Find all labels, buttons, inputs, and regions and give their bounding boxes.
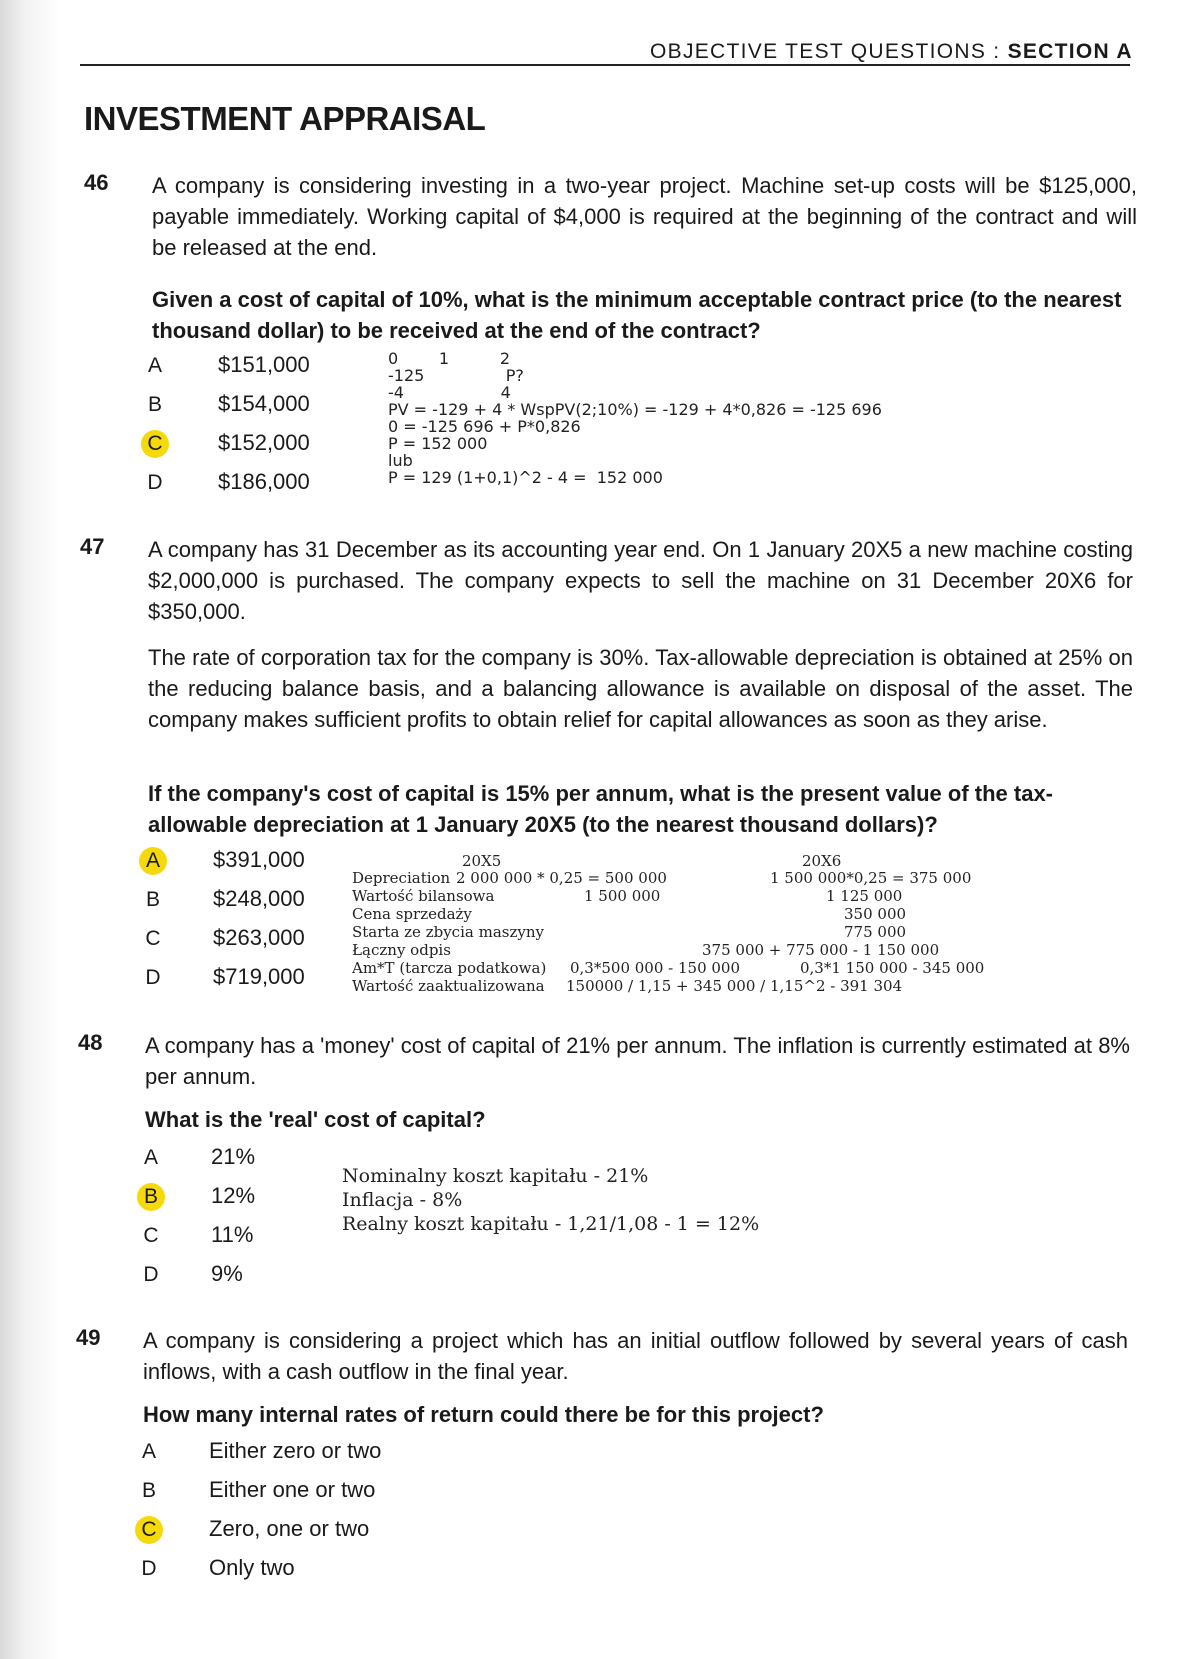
q49-option-a-value: Either zero or two: [209, 1438, 382, 1463]
q48-note-line-3: Realny koszt kapitału - 1,21/1,08 - 1 = 12%: [342, 1213, 760, 1235]
q47-row-loss-label: Starta ze zbycia maszyny: [352, 923, 544, 941]
q48-option-a-letter[interactable]: A: [143, 1146, 158, 1169]
q46-option-a-value: $151,000: [218, 352, 310, 377]
header-right: SECTION A: [1007, 40, 1133, 63]
header-rule: [80, 64, 1130, 66]
q47-row-depreciation-label: Depreciation: [352, 869, 451, 887]
q48-option-d-value: 9%: [211, 1261, 243, 1286]
q48-option-c-letter[interactable]: C: [143, 1224, 159, 1247]
page-header: [650, 40, 1133, 64]
q46-option-d-letter[interactable]: D: [147, 471, 163, 494]
q48-note-line-2: Inflacja - 8%: [342, 1189, 463, 1211]
q47-option-d-value: $719,000: [213, 964, 305, 989]
q46-note-line-1: 0 1 2: [388, 349, 511, 368]
q49-option-d-value: Only two: [209, 1555, 295, 1580]
q47-row-book-value-20x6: 1 125 000: [826, 887, 903, 905]
q49-option-b-value: Either one or two: [209, 1477, 376, 1502]
q47-row-present-value-calc: 150000 / 1,15 + 345 000 / 1,15^2 - 391 304: [566, 977, 903, 995]
question-49-prompt: How many internal rates of return could there be for this project?: [143, 1402, 824, 1427]
q47-col-header-20x5: 20X5: [462, 852, 502, 870]
q47-row-sale-price-label: Cena sprzedaży: [352, 905, 472, 923]
question-48-text: A company has a 'money' cost of capital of 21% per annum. The inflation is currently estimated at 8% per annum.: [145, 1033, 1130, 1089]
q48-option-b-letter-selected[interactable]: B: [137, 1183, 165, 1211]
q49-option-c-value: Zero, one or two: [209, 1516, 370, 1541]
q47-row-loss-20x6: 775 000: [844, 923, 907, 941]
q47-row-tax-shield-label: Am*T (tarcza podatkowa): [352, 959, 547, 977]
q47-row-book-value-20x5: 1 500 000: [584, 887, 661, 905]
q46-note-line-5: 0 = -125 696 + P*0,826: [388, 417, 581, 436]
question-47-prompt: If the company's cost of capital is 15% per annum, what is the present value of the tax-allowable depreciation at 1 January 20X5 (to the nearest thousand dollars)?: [148, 781, 1054, 837]
q49-option-a-letter[interactable]: A: [141, 1440, 156, 1463]
question-47-text-2: The rate of corporation tax for the company is 30%. Tax-allowable depreciation is obtained at 25% on the reducing balance basis, and a balancing allowance is available on disposal of the asset. The company makes sufficient profits to obtain relief for capital allowances as soon as they arise.: [148, 645, 1133, 732]
q47-row-book-value-label: Wartość bilansowa: [352, 887, 495, 905]
q47-option-b-letter[interactable]: B: [145, 888, 160, 911]
q48-option-d-letter[interactable]: D: [143, 1263, 159, 1286]
q48-option-b-value: 12%: [211, 1183, 256, 1208]
q46-note-line-6: P = 152 000: [388, 434, 488, 453]
question-49-text: A company is considering a project which has an initial outflow followed by several years of cash inflows, with a cash outflow in the final year.: [143, 1328, 1128, 1384]
question-46-prompt: Given a cost of capital of 10%, what is the minimum acceptable contract price (to the nearest thousand dollar) to be received at the end of the contract?: [152, 287, 1122, 343]
q47-option-b-value: $248,000: [213, 886, 305, 911]
q46-handwritten-calculation: [388, 350, 882, 520]
q48-option-c-value: 11%: [211, 1222, 254, 1247]
q46-option-b-letter[interactable]: B: [147, 393, 162, 416]
q46-option-b-value: $154,000: [218, 391, 310, 416]
q48-option-a-value: 21%: [211, 1144, 256, 1169]
question-48-prompt: What is the 'real' cost of capital?: [145, 1107, 486, 1132]
q46-option-d-value: $186,000: [218, 469, 310, 494]
question-49-number: 49: [76, 1325, 101, 1350]
q47-option-a-letter-selected[interactable]: A: [139, 847, 167, 875]
q47-col-header-20x6: 20X6: [802, 852, 842, 870]
q46-note-line-3: -4 4: [388, 383, 511, 402]
q47-row-tax-shield-20x6: 0,3*1 150 000 - 345 000: [800, 959, 985, 977]
q46-option-c-letter-selected[interactable]: C: [141, 430, 169, 458]
question-47-number: 47: [80, 534, 105, 559]
question-47-text: A company has 31 December as its accounting year end. On 1 January 20X5 a new machine costing $2,000,000 is purchased. The company expects to sell the machine on 31 December 20X6 for $350,000.: [148, 537, 1133, 624]
question-48-number: 48: [78, 1030, 103, 1055]
q47-option-c-letter[interactable]: C: [145, 927, 161, 950]
q47-row-depreciation-20x6: 1 500 000*0,25 = 375 000: [770, 869, 972, 887]
q47-row-sale-price-20x6: 350 000: [844, 905, 907, 923]
q46-note-line-2: -125 P?: [388, 366, 524, 385]
q49-option-d-letter[interactable]: D: [141, 1557, 157, 1580]
q49-option-c-letter-selected[interactable]: C: [135, 1516, 163, 1544]
section-title: INVESTMENT APPRAISAL: [84, 100, 486, 137]
q47-row-tax-shield-20x5: 0,3*500 000 - 150 000: [570, 959, 741, 977]
q48-note-line-1: Nominalny koszt kapitału - 21%: [342, 1165, 649, 1187]
q48-handwritten-calculation: [342, 1164, 759, 1236]
q47-row-total-depreciation-value: 375 000 + 775 000 - 1 150 000: [702, 941, 940, 959]
q49-option-b-letter[interactable]: B: [141, 1479, 156, 1502]
q47-handwritten-table: [352, 852, 992, 1002]
q46-note-line-8: P = 129 (1+0,1)^2 - 4 = 152 000: [388, 468, 663, 487]
q47-row-depreciation-20x5: 2 000 000 * 0,25 = 500 000: [456, 869, 667, 887]
q47-option-c-value: $263,000: [213, 925, 305, 950]
q47-option-a-value: $391,000: [213, 847, 305, 872]
q47-row-present-value-label: Wartość zaaktualizowana: [352, 977, 545, 995]
question-46-number: 46: [84, 170, 109, 195]
question-46-text: A company is considering investing in a two-year project. Machine set-up costs will be $125,000, payable immediately. Working capital of $4,000 is required at the beginning of the contract and will be released at the end.: [152, 173, 1137, 260]
q46-option-a-letter[interactable]: A: [147, 354, 162, 377]
q47-row-total-depreciation-label: Łączny odpis: [352, 941, 451, 959]
q46-note-line-4: PV = -129 + 4 * WspPV(2;10%) = -129 + 4*0,826 = -125 696: [388, 400, 882, 419]
q46-note-line-7: lub: [388, 451, 413, 470]
q46-option-c-value: $152,000: [218, 430, 310, 455]
q47-option-d-letter[interactable]: D: [145, 966, 161, 989]
header-left: OBJECTIVE TEST QUESTIONS :: [650, 40, 1008, 63]
